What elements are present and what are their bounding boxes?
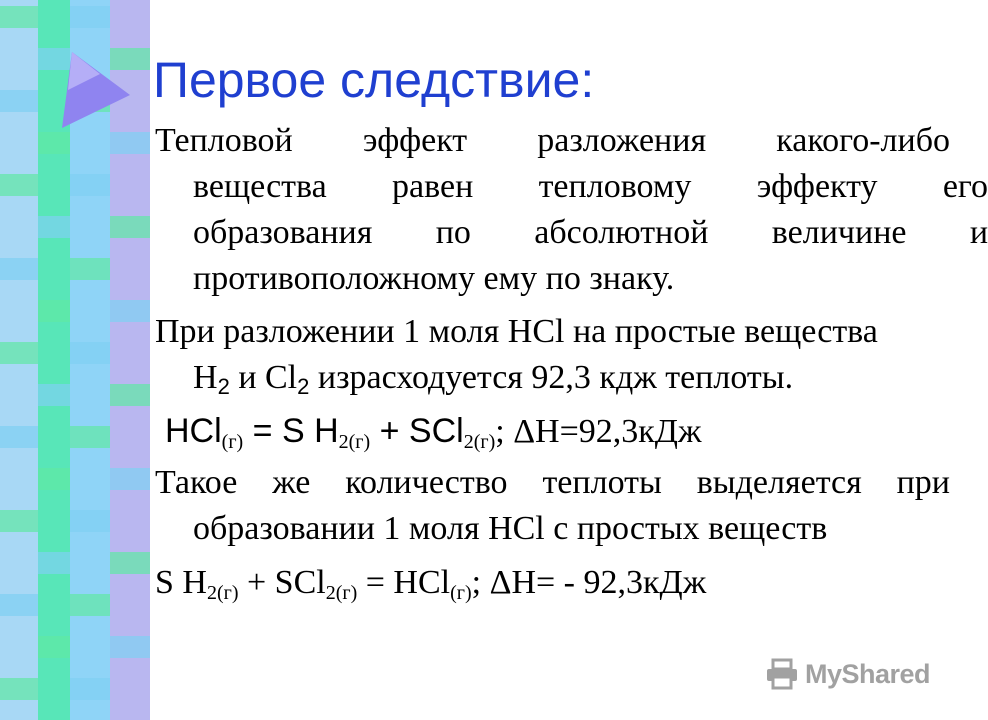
printer-icon [765,659,799,689]
paragraph-1-line-2: вещества равен тепловому эффекту его [193,168,988,205]
paragraph-1-line-3: образования по абсолютной величине и [193,214,988,251]
equation-formation: S $H_{2(г)} + SCl_{2(г)} = HCl_{(г)}$; ΔH= - 92,3кДж [155,564,707,604]
paragraph-1-line-1: Тепловой эффект разложения какого-либо [155,122,950,159]
equation-decomposition: HCl$_{(г)}$ = S $H_{2(г)} + SCl_{2(г)}$; ΔH=92,3кДж [165,412,702,453]
slide-title: Первое следствие: [153,52,595,108]
watermark-text: MyShared [805,658,931,689]
paragraph-3-line-1: Такое же количество теплоты выделяется при [155,464,950,501]
watermark-logo [765,654,930,694]
paragraph-2-line-2: $H_2$ и $Cl_2$ израсходуется 92,3 кдж теплоты. [193,359,794,399]
decorative-side-strip [0,0,150,720]
paragraph-2-line-1: При разложении 1 моля HCl на простые вещества [155,313,878,350]
paragraph-3-line-2: образовании 1 моля HCl с простых веществ [193,510,828,547]
paragraph-1-line-4: противоположному ему по знаку. [193,260,675,297]
